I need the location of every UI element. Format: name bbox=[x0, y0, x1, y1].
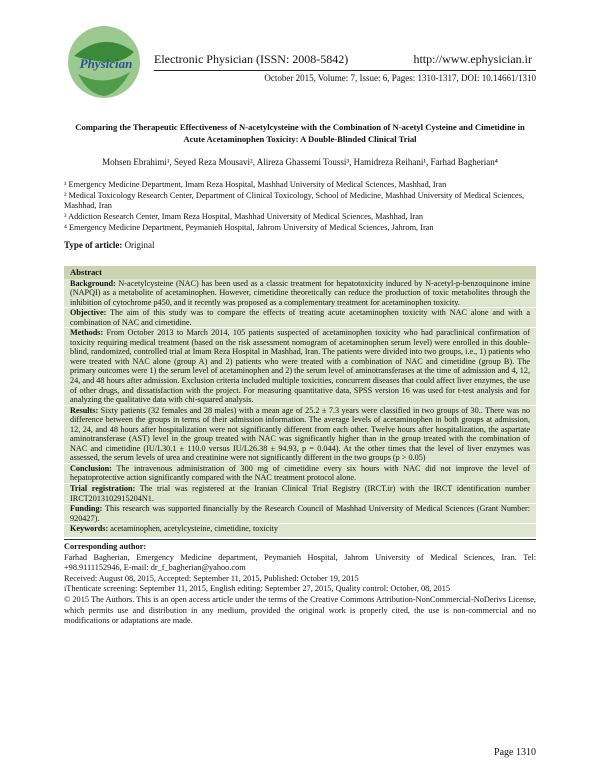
methods-text: From October 2013 to March 2014, 105 patients suspected of acetaminophen toxicity who had paraclinical confirmation of toxicity requiring medical treatment (based on the risk assessment nomogram of acetaminophen serum level) were enrolled in this double-blind, randomized, controlled trial at Imam Reza Hospital in Mashhad, Iran. The patients were divided into two groups, i.e., 1) patients who were treated with NAC alone (group A) and 2) patients who were treated with a combination of NAC and cimetidine (group B). The primary outcomes were 1) the serum level of acetaminophen and 2) the serum level of aminotransferases at the time of admission and 4, 12, 24, and 48 hours after admission. Exclusion criteria included multiple toxicities, concurrent diseases that could affect liver enzymes, the use of other drugs, and dissatisfaction with the project. For measuring quantitative data, SPSS version 16 was used for t-test analysis and for analyzing the qualitative data with chi-squared analysis. bbox=[70, 328, 530, 405]
funding-text: This research was supported financially by the Research Council of Mashhad University of Medical Sciences (Grant Number: 920427). bbox=[70, 504, 531, 523]
trial-label: Trial registration: bbox=[70, 484, 136, 494]
affiliation-1: ¹ Emergency Medicine Department, Imam Reza Hospital, Mashhad University of Medical Sciences, Mashhad, Iran bbox=[64, 180, 447, 189]
methods-label: Methods: bbox=[70, 328, 104, 338]
objective-text: The aim of this study was to compare the effects of treating acute acetaminophen toxicity with NAC alone and with a combination of NAC and cimetidine. bbox=[70, 308, 530, 327]
corresponding-text: Farhad Bagherian, Emergency Medicine department, Peymanieh Hospital, Jahrom University of Medical Sciences, Iran. Tel: +98.9111152946, E-mail: dr_f_bagherian@yahoo.com bbox=[64, 552, 536, 573]
abstract-results bbox=[64, 405, 536, 463]
journal-url[interactable]: http://www.ephysician.ir bbox=[413, 52, 532, 66]
background-label: Background: bbox=[70, 278, 116, 288]
conclusion-text: The intravenous administration of 300 mg of cimetidine every six hours with NAC did not improve the level of hepatoprotective action significantly compared with the NAC treatment protocol alone. bbox=[70, 463, 530, 483]
license-text: © 2015 The Authors. This is an open access article under the terms of the Creative Commons Attribution-NonCommercial-NoDerivs License, which permits use and distribution in any medium, provided the original work is properly cited, the use is non-commercial and no modifications or adaptations are made. bbox=[64, 594, 536, 626]
abstract-keywords bbox=[64, 523, 536, 534]
article-type-label: Type of article: bbox=[64, 240, 123, 250]
dates-text: Received: August 08, 2015, Accepted: September 11, 2015, Published: October 19, 2015 bbox=[64, 573, 359, 583]
keywords-label: Keywords: bbox=[70, 524, 109, 534]
results-text: Sixty patients (32 females and 28 males) with a mean age of 25.2 ± 7.3 years were classified in two groups of 30.. There was no difference between the groups in terms of their admission information. The average levels of acetaminophen in both groups at admission, 12, 24, and 48 hours after hospitalization were not significantly different from each other. Twelve hours after hospitalization, the aspartate aminotransferase (AST) level in the group treated with NAC was significantly higher than in the group treated with the combination of NAC and cimetidine (IU/L30.1 ± 110.0 versus IU/L26.38 ± 94.93, p = 0.044). At the other times that the level of liver enzymes was assessed, the serum levels of urea and creatinine were not significantly different in the two groups (p > 0.05) bbox=[70, 405, 531, 463]
abstract-methods bbox=[64, 327, 536, 404]
article-type-value: Original bbox=[124, 240, 155, 250]
affiliations bbox=[64, 180, 536, 234]
corresponding-label: Corresponding author: bbox=[64, 542, 147, 551]
abstract-objective bbox=[64, 307, 536, 327]
abstract-trial-registration bbox=[64, 483, 536, 503]
journal-name: Electronic Physician (ISSN: 2008-5842) bbox=[154, 52, 349, 66]
abstract-conclusion bbox=[64, 463, 536, 483]
ithenticate-text: iThenticate screening: September 11, 2015, English editing: September 27, 2015, Quality control: October, 08, 2015 bbox=[64, 584, 451, 594]
article-type bbox=[64, 240, 155, 250]
affiliation-3: ³ Addiction Research Center, Imam Reza Hospital, Mashhad University of Medical Sciences, Mashhad, Iran bbox=[64, 212, 424, 222]
page-number: Page 1310 bbox=[494, 747, 536, 758]
footer-rule bbox=[64, 539, 536, 540]
abstract-heading: Abstract bbox=[64, 266, 536, 279]
affiliation-2: ² Medical Toxicology Research Center, Department of Clinical Toxicology, School of Medicine, Mashhad University of Medical Sciences, Mashhad, Iran bbox=[64, 190, 525, 211]
keywords-text: acetaminophen, acetylcysteine, cimetidine, toxicity bbox=[110, 524, 279, 534]
logo-wordmark: Physician bbox=[79, 56, 133, 71]
header-rule bbox=[154, 70, 536, 71]
funding-label: Funding: bbox=[70, 504, 103, 514]
footnotes bbox=[64, 542, 536, 627]
author-list: Mohsen Ebrahimi¹, Seyed Reza Mousavi², Alireza Ghassemi Toussi³, Hamidreza Reihani¹, Farhad Bagherian⁴ bbox=[102, 157, 498, 167]
journal-logo bbox=[64, 22, 144, 102]
affiliation-4: ⁴ Emergency Medicine Department, Peymanieh Hospital, Jahrom University of Medical Sciences, Jahrom, Iran bbox=[64, 222, 434, 232]
abstract-panel bbox=[64, 266, 536, 537]
issue-info: October 2015, Volume: 7, Issue: 6, Pages: 1310-1317, DOI: 10.14661/1310 bbox=[264, 73, 536, 83]
running-header bbox=[154, 52, 532, 68]
abstract-funding bbox=[64, 503, 536, 523]
objective-label: Objective: bbox=[70, 308, 107, 318]
abstract-background bbox=[64, 279, 536, 308]
trial-text: The trial was registered at the Iranian Clinical Trial Registry (IRCT.ir) with the IRCT identification number IRCT2013102915204N1. bbox=[70, 484, 530, 503]
results-label: Results: bbox=[70, 405, 99, 415]
abstract-box bbox=[64, 266, 536, 768]
conclusion-label: Conclusion: bbox=[70, 463, 112, 473]
background-text: N-acetylcysteine (NAC) has been used as a classic treatment for hepatotoxicity induced by N-acetyl-p-benzoquinone imine (NAPQI) as a metabolite of acetaminophen. However, cimetidine theoretically can reduce the production of toxic metabolites through the inhibition of cytochrome p450, and it recently was proposed as a complementary treatment for acetaminophen toxicity. bbox=[70, 278, 530, 307]
article-title: Comparing the Therapeutic Effectiveness of N-acetylcysteine with the Combination of N-acetyl Cysteine and Cimetidine in Acute Acetaminophen Toxicity: A Double-Blinded Clinical Trial bbox=[75, 122, 525, 144]
